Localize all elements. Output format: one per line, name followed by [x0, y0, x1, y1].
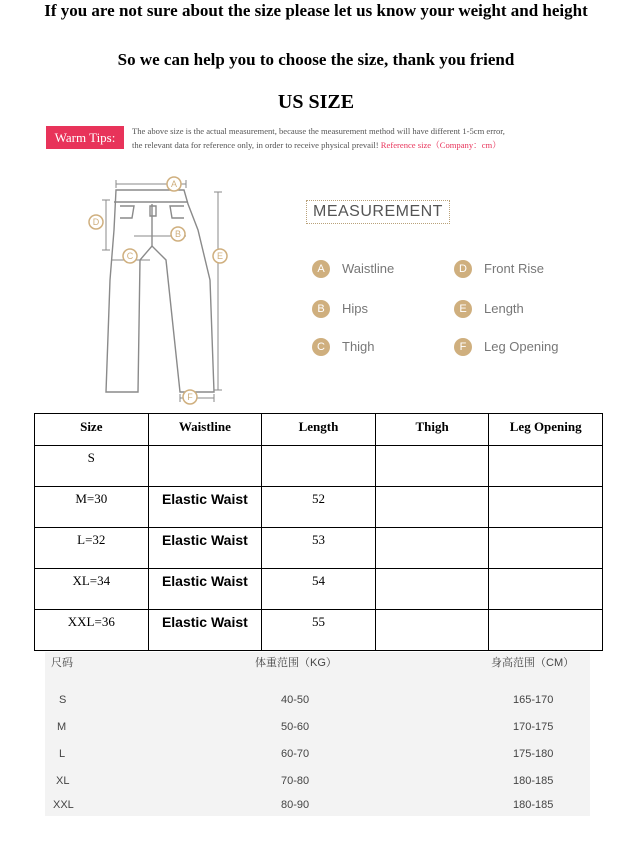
legend-label-front-rise: Front Rise [484, 261, 544, 276]
warm-tips [46, 124, 606, 154]
legend-label-thigh: Thigh [342, 339, 375, 354]
ref-weight: 60-70 [281, 748, 310, 760]
size-reference-table [45, 652, 590, 816]
warm-tips-badge: Warm Tips: [46, 126, 124, 149]
cell-thigh [375, 610, 489, 651]
help-heading: So we can help you to choose the size, thank you friend [117, 50, 515, 69]
diagram-marker-f: F [187, 392, 193, 402]
diagram-marker-b: B [174, 229, 182, 239]
cell-length [262, 446, 376, 487]
cell-leg-opening [489, 446, 603, 487]
legend-marker-d: D [454, 260, 472, 278]
table-row [35, 528, 603, 569]
measurement-diagram [34, 160, 604, 410]
ref-header-weight: 体重范围（KG） [255, 657, 337, 669]
legend-marker-e: E [454, 300, 472, 318]
warm-tips-line-2-text: the relevant data for reference only, in order to receive physical prevail! [132, 140, 379, 150]
header-size: Size [35, 414, 149, 446]
reference-size-note: Reference size（Company：cm） [378, 140, 501, 150]
diagram-marker-e: E [216, 251, 224, 261]
warm-tips-line-2 [132, 138, 612, 152]
cell-size: M=30 [35, 487, 149, 528]
measurement-title: MEASUREMENT [306, 200, 450, 224]
size-table-header [35, 414, 603, 446]
ref-weight: 80-90 [281, 799, 310, 811]
table-row [35, 446, 603, 487]
page-title: US SIZE [277, 91, 355, 113]
legend-label-waistline: Waistline [342, 261, 395, 276]
ref-size: XL [56, 775, 70, 787]
ref-height: 165-170 [513, 694, 554, 706]
cell-size: XXL=36 [35, 610, 149, 651]
cell-length: 55 [262, 610, 376, 651]
ref-height: 180-185 [513, 799, 554, 811]
ref-size: S [59, 694, 67, 706]
info-heading: If you are not sure about the size please let us know your weight and height [44, 1, 588, 20]
ref-height: 175-180 [513, 748, 554, 760]
cell-leg-opening [489, 610, 603, 651]
cell-length: 52 [262, 487, 376, 528]
cell-length: 53 [262, 528, 376, 569]
ref-weight: 40-50 [281, 694, 310, 706]
table-row [35, 569, 603, 610]
cell-waistline: Elastic Waist [148, 610, 262, 651]
diagram-marker-c: C [126, 251, 134, 261]
cell-leg-opening [489, 569, 603, 610]
cell-thigh [375, 528, 489, 569]
ref-header-height: 身高范围（CM） [491, 657, 575, 669]
table-row [35, 487, 603, 528]
ref-weight: 70-80 [281, 775, 310, 787]
cell-waistline [148, 446, 262, 487]
legend-marker-c: C [312, 338, 330, 356]
ref-size: L [59, 748, 66, 760]
header-thigh: Thigh [375, 414, 489, 446]
header-waistline: Waistline [148, 414, 262, 446]
cell-size: S [35, 446, 149, 487]
table-row [35, 610, 603, 651]
ref-height: 180-185 [513, 775, 554, 787]
header-leg-opening: Leg Opening [489, 414, 603, 446]
cell-waistline: Elastic Waist [148, 569, 262, 610]
pants-diagram [34, 160, 284, 410]
legend-label-leg-opening: Leg Opening [484, 339, 559, 354]
cell-leg-opening [489, 528, 603, 569]
ref-size: XXL [53, 799, 74, 811]
legend-marker-a: A [312, 260, 330, 278]
diagram-marker-a: A [170, 179, 178, 189]
ref-height: 170-175 [513, 721, 554, 733]
size-table [34, 413, 603, 651]
cell-thigh [375, 446, 489, 487]
ref-size: M [57, 721, 67, 733]
warm-tips-text [132, 124, 612, 152]
cell-length: 54 [262, 569, 376, 610]
legend-marker-f: F [454, 338, 472, 356]
cell-size: L=32 [35, 528, 149, 569]
cell-thigh [375, 487, 489, 528]
cell-thigh [375, 569, 489, 610]
header-length: Length [262, 414, 376, 446]
ref-header-size: 尺码 [51, 657, 73, 669]
ref-weight: 50-60 [281, 721, 310, 733]
cell-waistline: Elastic Waist [148, 528, 262, 569]
cell-leg-opening [489, 487, 603, 528]
legend-marker-b: B [312, 300, 330, 318]
diagram-marker-d: D [92, 217, 100, 227]
cell-size: XL=34 [35, 569, 149, 610]
warm-tips-line-1: The above size is the actual measurement, because the measurement method will have different 1-5cm error, [132, 126, 505, 136]
legend-label-hips: Hips [342, 301, 369, 316]
legend-label-length: Length [484, 301, 524, 316]
cell-waistline: Elastic Waist [148, 487, 262, 528]
